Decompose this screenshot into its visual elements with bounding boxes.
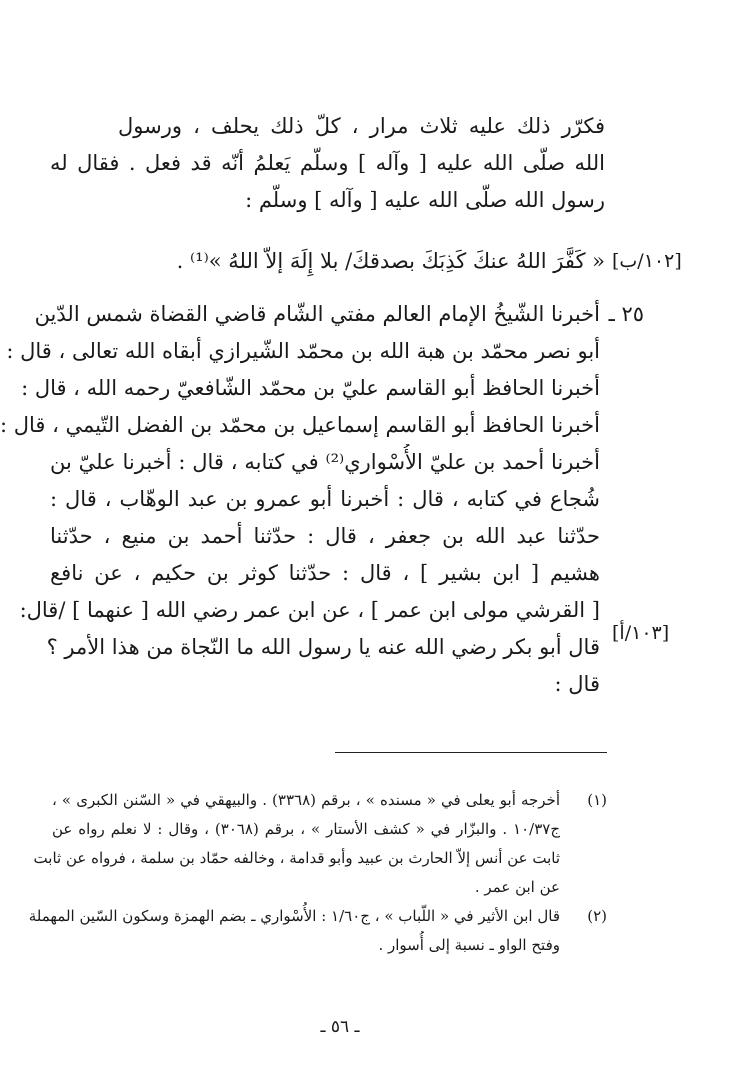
hadith-line-text: أخبرنا الحافظ أبو القاسم عليّ بن محمّد الشّافعيّ رحمه الله ، قال : xyxy=(21,376,600,400)
body-line-text: فكرّر ذلك عليه ثلاث مرار ، كلّ ذلك يحلف ، ورسول xyxy=(118,114,605,138)
footnote-number: (١) xyxy=(587,791,607,809)
body-line xyxy=(0,145,742,181)
footnote-line-text: وفتح الواو ـ نسبة إلى أُسوار . xyxy=(378,936,560,954)
footnote-line-text: ثابت عن أنس إلاّ الحارث بن عبيد وأبو قدامة ، وخالفه حمّاد بن سلمة ، فرواه عن ثابت xyxy=(33,849,560,867)
body-line-text: الله صلّى الله عليه [ وآله ] وسلّم يَعلمُ أنّه قد فعل . فقال له xyxy=(50,151,605,175)
hadith-line-text: أبو نصر محمّد بن هبة الله بن محمّد الشّيرازي أبقاه الله تعالى ، قال : xyxy=(6,339,600,363)
footnote-line xyxy=(0,844,742,872)
hadith-line xyxy=(0,333,742,369)
footnote-line-text: قال ابن الأثير في « اللّباب » ، ج١/٦٠ : الأُسْواري ـ بضم الهمزة وسكون السّين المهملة xyxy=(28,907,560,925)
footnote-separator xyxy=(335,752,607,753)
margin-ref-103a: [١٠٣/أ] xyxy=(612,622,670,644)
hadith-line-text: أخبرنا أحمد بن عليّ الأُسْواري⁽²⁾ في كتابه ، قال : أخبرنا عليّ بن xyxy=(50,450,600,474)
footnote-line-text: أخرجه أبو يعلى في « مسنده » ، برقم (٣٣٦٨) . والبيهقي في « السّنن الكبرى » ، xyxy=(52,791,560,809)
body-line xyxy=(0,108,742,144)
hadith-line xyxy=(0,407,742,443)
body-line-text: « كَفَّرَ اللهُ عنكَ كَذِبَكَ بصدقكَ/ بلا إِلَهَ إلاّ اللهُ »⁽¹⁾ . xyxy=(176,249,605,273)
footnote-line xyxy=(0,786,742,814)
hadith-line-text: هشيم [ ابن بشير ] ، قال : حدّثنا كوثر بن حكيم ، عن نافع xyxy=(50,561,600,585)
hadith-line xyxy=(0,518,742,554)
hadith-line xyxy=(0,296,742,332)
hadith-line-text: [ القرشي مولى ابن عمر ] ، عن ابن عمر رضي الله [ عنهما ] /قال: xyxy=(19,598,600,622)
footnote-line xyxy=(0,873,742,901)
page-number: ـ ٥٦ ـ xyxy=(320,1017,360,1037)
hadith-line-text: قال أبو بكر رضي الله عنه يا رسول الله ما النّجاة من هذا الأمر ؟ xyxy=(46,635,600,659)
hadith-line xyxy=(0,444,742,480)
footnote-line xyxy=(0,902,742,930)
hadith-line xyxy=(0,666,742,702)
hadith-number: ٢٥ ـ xyxy=(608,302,644,326)
hadith-line xyxy=(0,592,742,628)
hadith-line-text: حدّثنا عبد الله بن جعفر ، قال : حدّثنا أحمد بن منيع ، حدّثنا xyxy=(50,524,600,548)
hadith-line-text: قال : xyxy=(554,672,600,696)
footnote-line-text: عن ابن عمر . xyxy=(474,878,560,896)
footnote-line xyxy=(0,931,742,959)
hadith-line xyxy=(0,555,742,591)
margin-ref-102b: [١٠٢/ب] xyxy=(612,250,682,272)
hadith-line-text: شُجاع في كتابه ، قال : أخبرنا أبو عمرو بن عبد الوهّاب ، قال : xyxy=(50,487,600,511)
hadith-line-text: أخبرنا الشّيخُ الإمام العالم مفتي الشّام قاضي القضاة شمس الدّين xyxy=(34,302,600,326)
hadith-line xyxy=(0,370,742,406)
body-line-text: رسول الله صلّى الله عليه [ وآله ] وسلّم : xyxy=(245,188,605,212)
hadith-line xyxy=(0,629,742,665)
footnote-line xyxy=(0,815,742,843)
hadith-line-text: أخبرنا الحافظ أبو القاسم إسماعيل بن محمّد بن الفضل التّيمي ، قال : xyxy=(0,413,600,437)
footnote-line-text: ج١٠/٣٧ . والبزّار في « كشف الأستار » ، برقم (٣٠٦٨) ، وقال : لا نعلم رواه عن xyxy=(52,820,560,838)
hadith-line xyxy=(0,481,742,517)
footnote-number: (٢) xyxy=(587,907,607,925)
body-line xyxy=(0,182,742,218)
